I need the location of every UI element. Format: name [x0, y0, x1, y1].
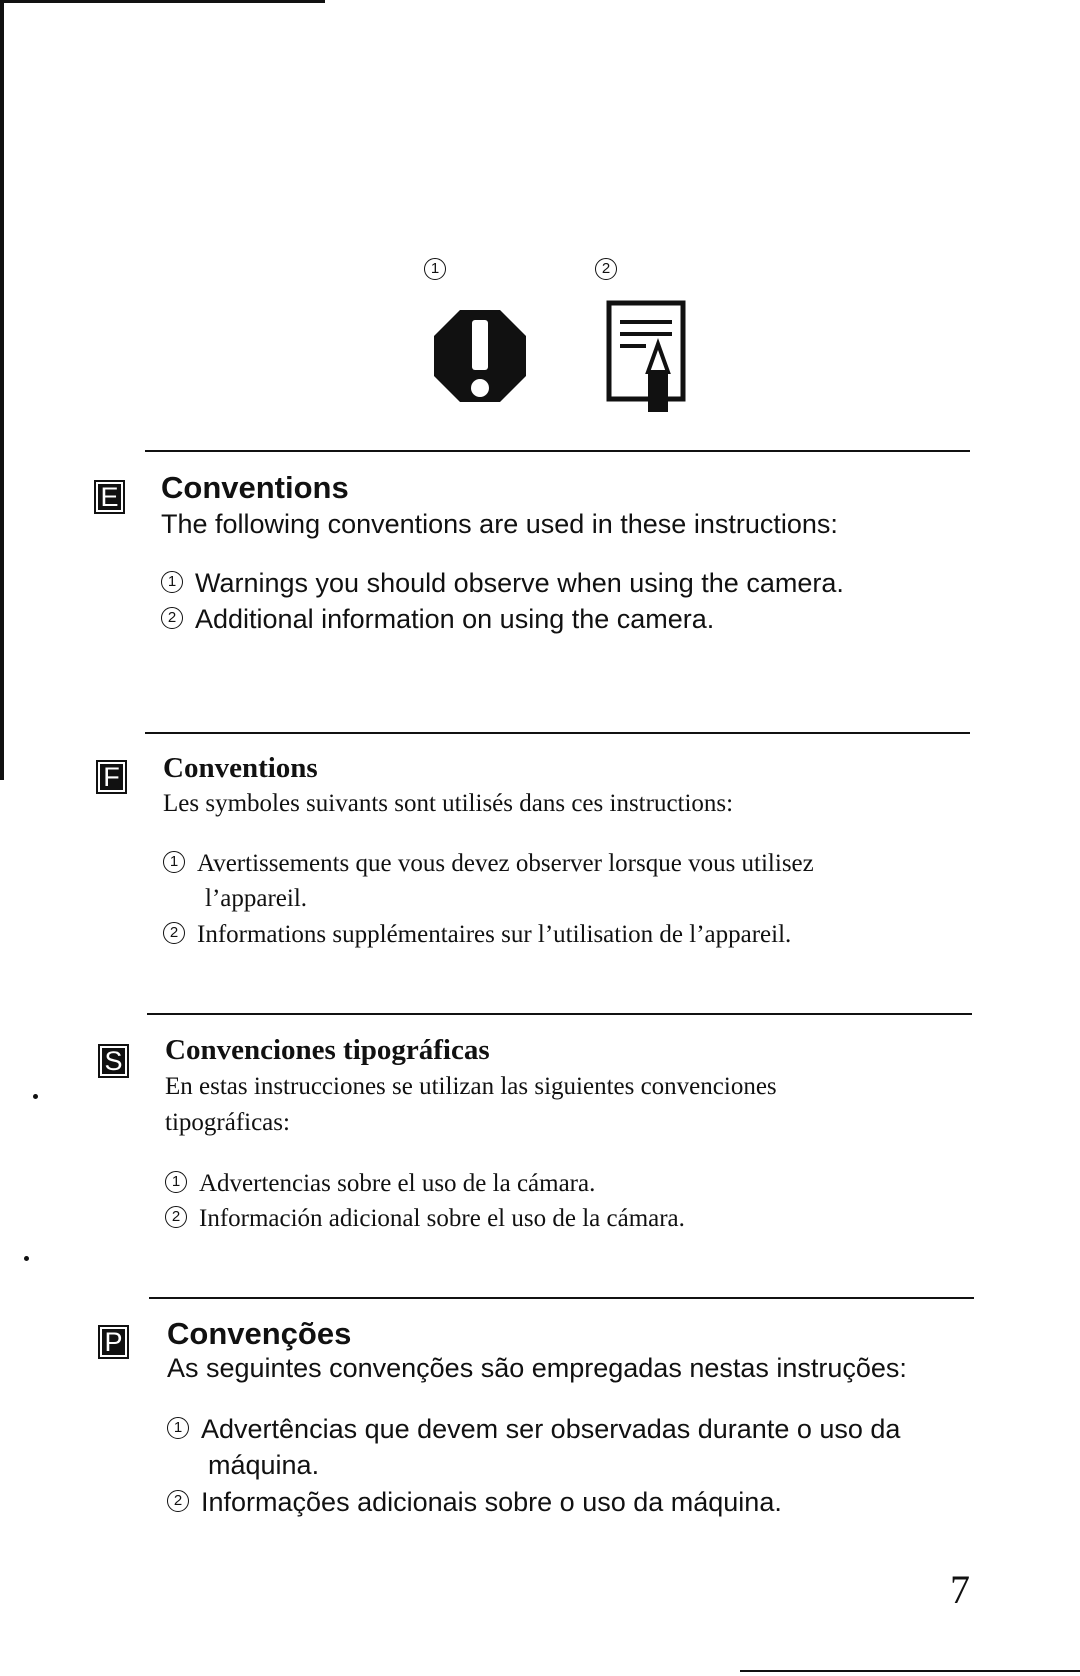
section-heading: Conventions — [161, 470, 349, 505]
section-heading: Convenções — [167, 1316, 352, 1351]
section-heading: Conventions — [163, 752, 318, 784]
item-text: Avertissements que vous devez observer lorsque vous utilisez — [197, 850, 814, 877]
section-rule — [145, 450, 970, 452]
symbol-2-label: 2 — [595, 258, 617, 280]
item-text: Informations supplémentaires sur l’utilisation de l’appareil. — [197, 921, 792, 948]
section-rule — [147, 1013, 972, 1015]
item-marker: 2 — [167, 1490, 189, 1512]
section-intro: Les symboles suivants sont utilisés dans ces instructions: — [163, 790, 734, 817]
language-badge: S — [98, 1044, 129, 1078]
item-text: Additional information on using the camera. — [195, 604, 715, 634]
list-item — [165, 1205, 685, 1233]
item-text: Información adicional sobre el uso de la cámara. — [199, 1205, 685, 1232]
page-number: 7 — [950, 1567, 970, 1612]
memo-note-icon — [606, 300, 686, 412]
item-text: Advertências que devem ser observadas durante o uso da — [201, 1414, 901, 1444]
list-item — [167, 1414, 900, 1445]
scan-edge-bottom — [740, 1670, 1080, 1672]
item-text: Informações adicionais sobre o uso da máquina. — [201, 1487, 782, 1517]
list-item — [161, 604, 714, 635]
item-text: Advertencias sobre el uso de la cámara. — [199, 1170, 596, 1197]
section-intro: The following conventions are used in these instructions: — [161, 509, 838, 539]
item-marker: 1 — [165, 1171, 187, 1193]
scan-dot — [33, 1094, 38, 1099]
language-badge: P — [98, 1325, 129, 1359]
section-intro-line: En estas instrucciones se utilizan las siguientes convenciones — [165, 1073, 777, 1100]
list-item — [165, 1170, 595, 1198]
section-intro-line: tipográficas: — [165, 1109, 290, 1136]
section-intro: As seguintes convenções são empregadas nestas instruções: — [167, 1353, 907, 1383]
scan-edge-top — [0, 0, 325, 3]
section-rule — [145, 732, 970, 734]
scan-dot — [24, 1256, 29, 1261]
section-rule — [149, 1297, 974, 1299]
list-item — [163, 921, 791, 949]
list-item — [161, 568, 844, 599]
list-item — [163, 850, 814, 878]
item-continuation: l’appareil. — [205, 885, 308, 912]
list-item — [167, 1487, 782, 1518]
item-marker: 2 — [165, 1206, 187, 1228]
symbol-1-label: 1 — [424, 258, 446, 280]
scan-edge-left — [0, 0, 4, 780]
item-continuation: máquina. — [208, 1450, 320, 1480]
item-marker: 1 — [161, 571, 183, 593]
item-marker: 1 — [163, 851, 185, 873]
language-badge: F — [96, 760, 127, 794]
section-heading: Convenciones tipográficas — [165, 1034, 490, 1066]
language-badge: E — [94, 480, 125, 514]
warning-octagon-icon — [432, 308, 528, 404]
item-text: Warnings you should observe when using the camera. — [195, 568, 844, 598]
item-marker: 2 — [163, 922, 185, 944]
item-marker: 1 — [167, 1417, 189, 1439]
item-marker: 2 — [161, 607, 183, 629]
